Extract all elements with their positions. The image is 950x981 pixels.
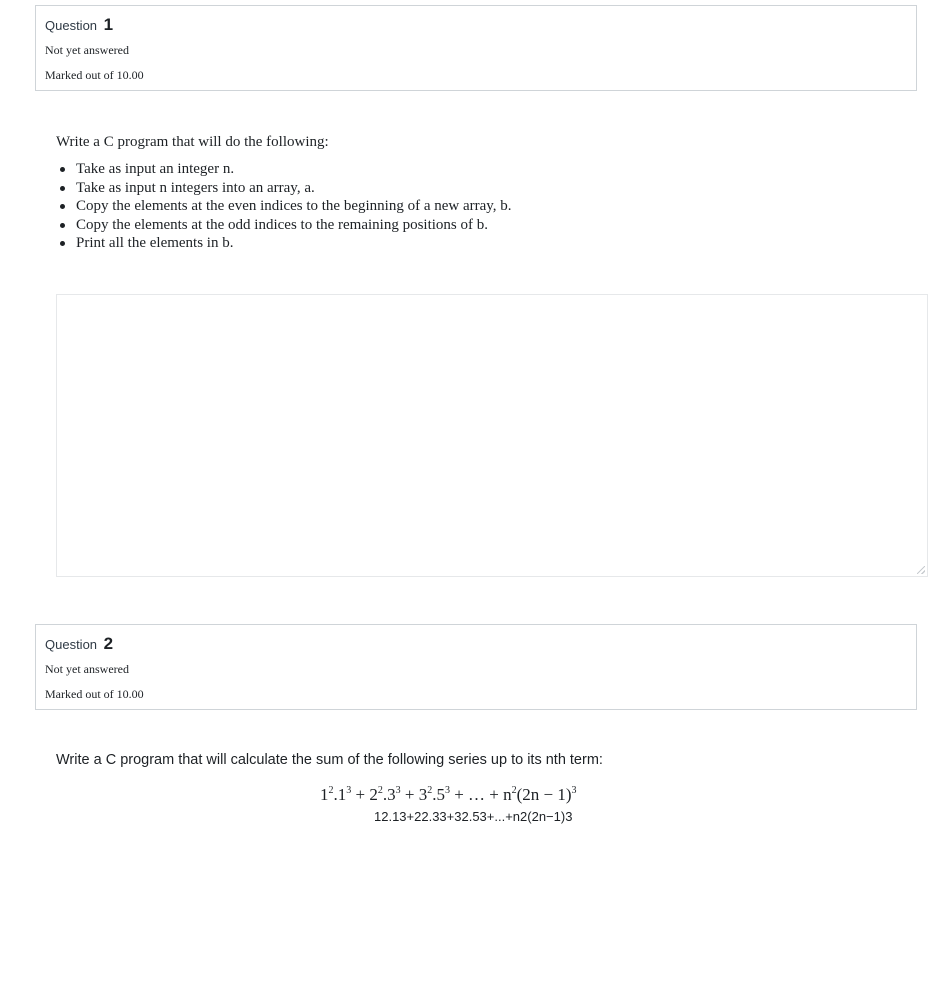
question-2-info [35, 624, 917, 710]
task-item: Print all the elements in b. [56, 234, 512, 253]
question-1-intro: Write a C program that will do the following: [56, 134, 329, 150]
question-1-answer-editor[interactable] [56, 294, 928, 577]
question-2-text: Write a C program that will calculate the sum of the following series up to its nth term: [56, 752, 603, 768]
task-item: Copy the elements at the odd indices to the remaining positions of b. [56, 216, 512, 235]
series-formula [320, 785, 577, 805]
series-formula-plain-text: 12.13+22.33+32.53+...+n2(2n−1)3 [374, 809, 573, 824]
question-1-grade: Marked out of 10.00 [45, 68, 144, 82]
question-label: Question [45, 637, 98, 652]
formula-term: $1^2.1^3$ + [320, 785, 370, 804]
question-1-number [45, 15, 113, 35]
question-2-state: Not yet answered [45, 662, 129, 676]
formula-term: $n^2(2n - 1)^3$ [503, 785, 577, 804]
resize-handle-icon[interactable] [917, 566, 925, 574]
question-2-number [45, 634, 113, 654]
question-1-state: Not yet answered [45, 43, 129, 57]
question-number: 1 [103, 15, 114, 34]
task-item: Copy the elements at the even indices to the beginning of a new array, b. [56, 197, 512, 216]
question-1-task-list [56, 160, 512, 253]
task-item: Take as input n integers into an array, a. [56, 179, 512, 198]
formula-term: $2^2.3^3$ + [369, 785, 419, 804]
task-item: Take as input an integer n. [56, 160, 512, 179]
question-label: Question [45, 18, 98, 33]
question-1-info [35, 5, 917, 91]
formula-term: $3^2.5^3$ + … + [418, 785, 504, 804]
question-2-grade: Marked out of 10.00 [45, 687, 144, 701]
question-number: 2 [103, 634, 114, 653]
